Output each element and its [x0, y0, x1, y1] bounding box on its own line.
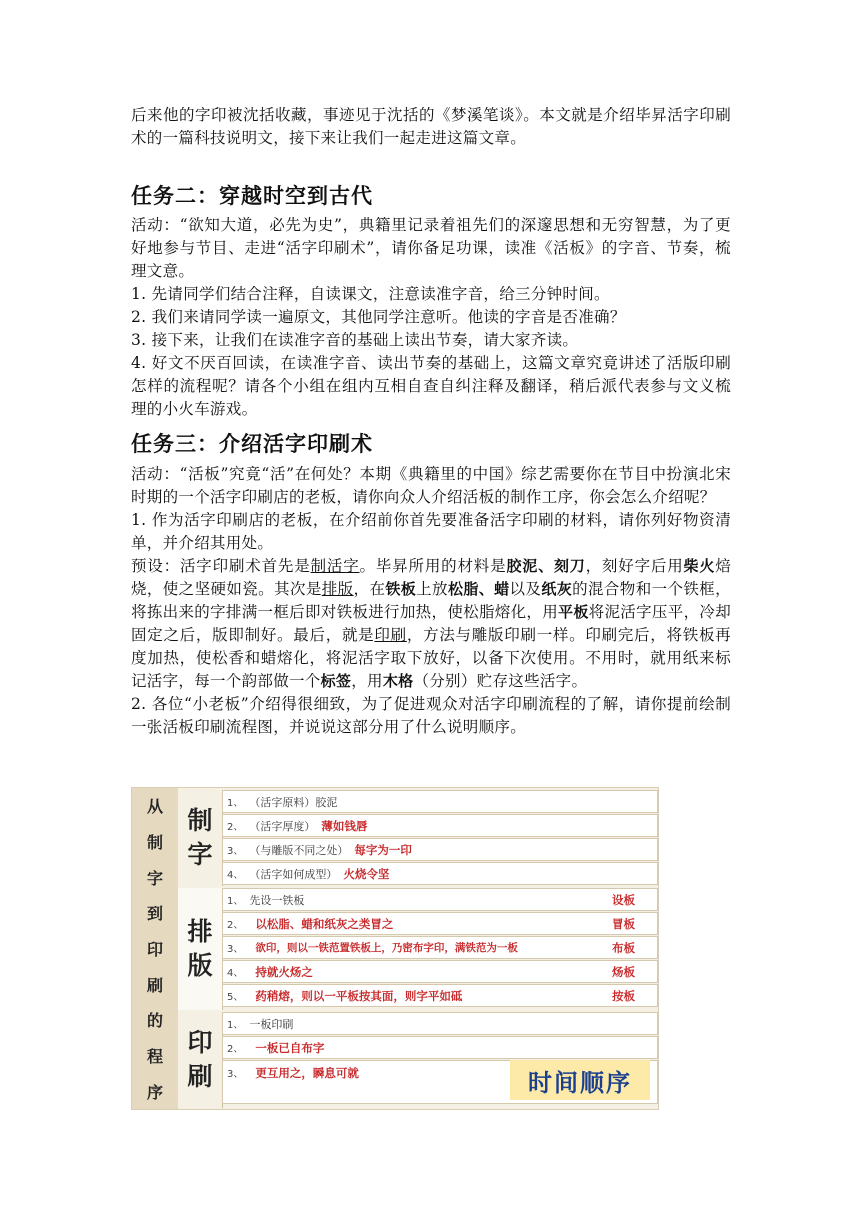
chart-row: 3、 欲印，则以一铁范置铁板上，乃密布字印，满铁范为一板 布板	[222, 936, 658, 959]
task3-question-1: 1. 作为活字印刷店的老板，在介绍前你首先要准备活字印刷的材料，请你列好物资清单，并介绍其用处。	[131, 511, 731, 552]
group-label: 印 刷	[178, 1012, 223, 1108]
side-title-char: 序	[146, 1082, 163, 1102]
side-title-char: 程	[146, 1046, 163, 1066]
task2-section	[131, 214, 731, 421]
chart-row: 1、 先设一铁板 设板	[222, 888, 658, 911]
side-title-char: 印	[146, 939, 163, 959]
task2-item: 1. 先请同学们结合注释，自读课文，注意读准字音，给三分钟时间。	[131, 285, 610, 303]
task2-activity: 活动：“欲知大道，必先为史”，典籍里记录着祖先们的深邃思想和无穷智慧，为了更好地参与节目、走进“活字印刷术”，请你备足功课，读准《活板》的字音、节奏，梳理文意。	[131, 216, 731, 280]
side-title-char: 到	[146, 904, 163, 924]
chart-row: 2、 （活字厚度） 薄如钱唇	[222, 814, 658, 837]
chart-row: 1、 一板印刷	[222, 1012, 658, 1035]
chart-row: 1、 （活字原料）胶泥	[222, 790, 658, 813]
group-rows	[222, 790, 658, 886]
chart-row: 5、 药稍熔，则以一平板按其面，则字平如砥 按板	[222, 984, 658, 1007]
chart-row: 4、 持就火炀之 炀板	[222, 960, 658, 983]
side-title-char: 字	[146, 868, 163, 888]
chart-row: 2、 以松脂、蜡和纸灰之类冒之 冒板	[222, 912, 658, 935]
task3-heading: 任务三：介绍活字印刷术	[131, 432, 373, 456]
chart-group-yinshua	[178, 1012, 658, 1108]
side-title-char: 的	[146, 1011, 163, 1031]
group-label: 制 字	[178, 790, 223, 886]
task2-heading: 任务二：穿越时空到古代	[131, 184, 373, 208]
flow-chart-image	[131, 787, 659, 1110]
task3-activity: 活动：“活板”究竟“活”在何处？本期《典籍里的中国》综艺需要你在节目中扮演北宋时期的一个活字印刷店的老板，请你向众人介绍活板的制作工序，你会怎么介绍呢？	[131, 465, 731, 506]
task2-item: 3. 接下来，让我们在读准字音的基础上读出节奏，请大家齐读。	[131, 331, 579, 349]
chart-row: 4、 （活字如何成型） 火烧令坚	[222, 862, 658, 885]
side-title-char: 从	[146, 797, 163, 817]
group-label: 排 版	[178, 888, 223, 1010]
chart-side-title	[132, 788, 178, 1109]
intro-paragraph: 后来他的字印被沈括收藏，事迹见于沈括的《梦溪笔谈》。本文就是介绍毕昇活字印刷术的一篇科技说明文，接下来让我们一起走进这篇文章。	[131, 106, 731, 147]
chart-group-paiban	[178, 888, 658, 1010]
chart-row: 3、 （与雕版不同之处） 每字为一印	[222, 838, 658, 861]
chart-group-zhizi	[178, 790, 658, 886]
task3-question-2: 2. 各位“小老板”介绍得很细致，为了促进观众对活字印刷流程的了解，请你提前绘制一张活板印刷流程图，并说说这部分用了什么说明顺序。	[131, 695, 731, 736]
task2-item: 2. 我们来请同学读一遍原文，其他同学注意听。他读的字音是否准确？	[131, 308, 626, 326]
chart-row: 3、 更互用之，瞬息可就	[222, 1060, 658, 1104]
task2-item: 4. 好文不厌百回读，在读准字音、读出节奏的基础上，这篇文章究竟讲述了活版印刷怎样的流程呢？请各个小组在组内互相自查自纠注释及翻译，稍后派代表参与文义梳理的小火车游戏。	[131, 354, 731, 418]
chart-row: 2、 一板已自布字	[222, 1036, 658, 1059]
group-rows	[222, 888, 658, 1010]
side-title-char: 刷	[146, 975, 163, 995]
time-order-badge: 时间顺序	[510, 1060, 650, 1100]
task3-preset: 预设：活字印刷术首先是制活字。毕昇所用的材料是胶泥、刻刀，刻好字后用柴火焙烧，使之坚硬如瓷。其次是排版，在铁板上放松脂、蜡以及纸灰的混合物和一个铁框，将拣出来的字排满一框后即对铁板进行加热，使松脂熔化，用平板将泥活字压平，冷却固定之后，版即制好。最后，就是印刷，方法与雕版印刷一样。印刷完后，将铁板再度加热，使松香和蜡熔化，将泥活字取下放好，以备下次使用。不用时，就用纸来标记活字，每一个韵部做一个标签，用木格（分别）贮存这些活字。	[131, 557, 732, 690]
task3-section	[131, 463, 731, 739]
side-title-char: 制	[146, 832, 163, 852]
